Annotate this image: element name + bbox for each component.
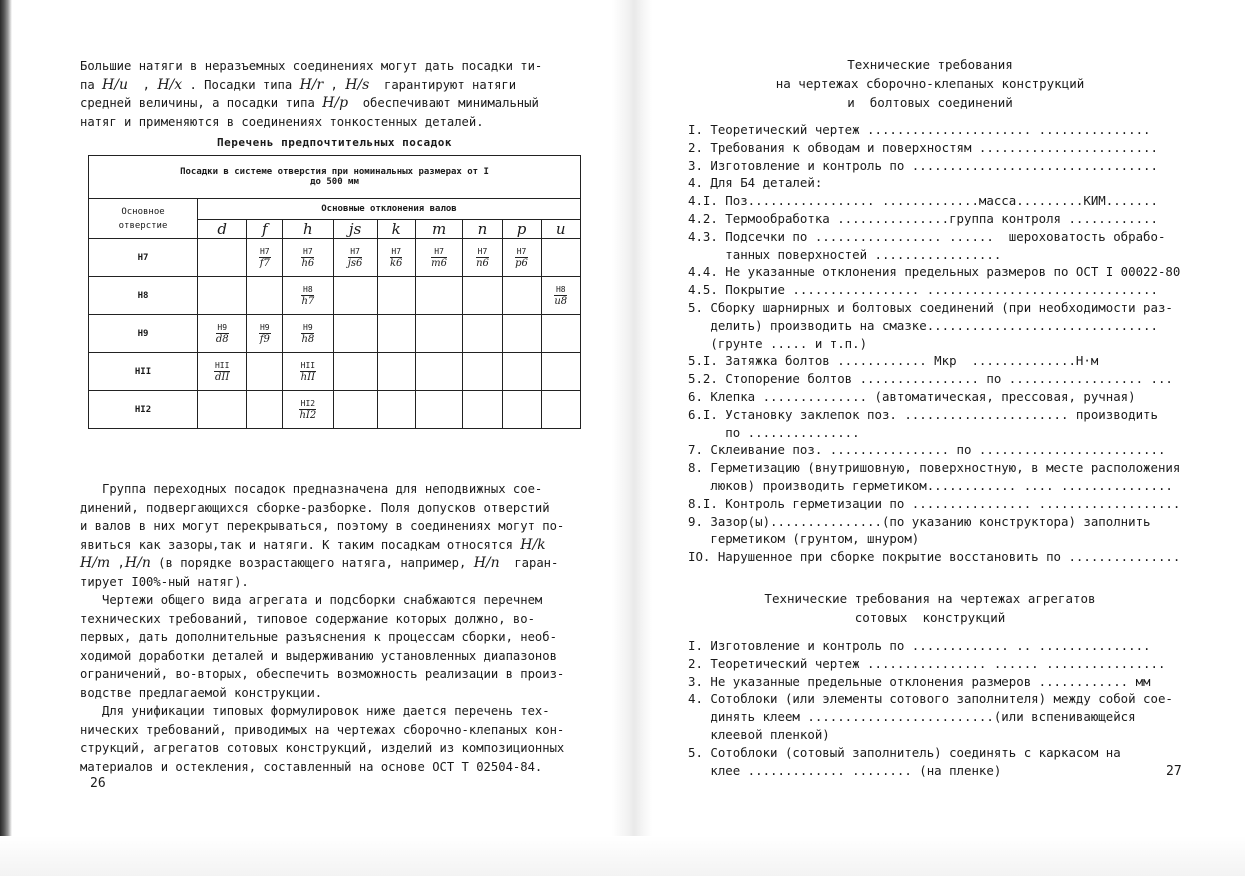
table-row — [89, 315, 581, 353]
fit-cell — [502, 239, 541, 277]
fit-cell — [377, 315, 415, 353]
fit-cell — [541, 353, 580, 391]
fit-numerator: HII — [300, 361, 316, 370]
fit-numerator: H7 — [259, 247, 270, 256]
fit-fraction — [300, 360, 316, 383]
fit-symbol: H/p — [322, 95, 349, 111]
fit-numerator: H7 — [431, 246, 447, 258]
list-item: 5. Сотоблоки (сотовый заполнитель) соединять с каркасом на — [688, 744, 1121, 760]
fit-cell — [247, 277, 283, 315]
fit-cell — [283, 315, 333, 353]
fit-numerator: HII — [214, 361, 230, 370]
text-run: . Посадки типа — [182, 77, 300, 92]
shaft-symbol-n — [463, 220, 502, 239]
list-item: 7. Склеивание поз. ................ по ......................... — [688, 442, 1166, 458]
fit-cell — [377, 391, 415, 429]
list-item: I. Теоретический чертеж ...................... ............... — [688, 122, 1151, 137]
fit-numerator: HI2 — [300, 399, 316, 408]
fit-symbol: H/x — [157, 76, 183, 93]
fit-cell — [541, 315, 580, 353]
text-line — [80, 499, 600, 518]
title-line: Технические требования — [847, 57, 1013, 72]
text-run: , — [110, 556, 125, 570]
col-base-hole — [89, 199, 198, 239]
text-line: струкций, агрегатов сотовых конструкций, изделий из композиционных — [80, 741, 565, 755]
scan-edge — [0, 836, 1245, 876]
list-item: I. Изготовление и контроль по ............. .. ............... — [688, 638, 1151, 653]
requirements-list-riveted — [688, 121, 1183, 566]
title-line: Технические требования на чертежах агрегатов — [764, 591, 1096, 606]
fit-denominator: u8 — [554, 296, 568, 307]
fit-cell — [502, 277, 541, 315]
shaft-letter: d — [217, 220, 227, 238]
fit-numerator: H7 — [391, 247, 402, 256]
fit-fraction — [431, 246, 447, 269]
fit-numerator: H7 — [516, 247, 527, 256]
fit-cell — [377, 277, 415, 315]
list-item: танных поверхностей ................. — [688, 246, 1002, 262]
fit-cell — [198, 277, 247, 315]
fit-fraction — [301, 246, 314, 269]
list-item: 4.5. Покрытие ................. ............................... — [688, 282, 1158, 298]
list-item: 8.I. Контроль герметизации по ................ ................... — [688, 495, 1181, 511]
fit-numerator: H7 — [303, 247, 313, 256]
fit-cell — [415, 239, 463, 277]
fit-denominator: p6 — [515, 258, 528, 269]
fit-cell — [283, 239, 333, 277]
fit-numerator: H7 — [477, 247, 488, 256]
fit-denominator: hII — [300, 372, 316, 383]
book-spine-shadow — [0, 0, 12, 876]
fit-cell — [541, 391, 580, 429]
text-run: средней величины, а посадки типа — [80, 96, 323, 110]
fit-denominator: h7 — [301, 296, 315, 307]
text-run: и валов в них могут перекрываться, поэтому в соединениях могут по- — [80, 519, 565, 533]
fit-cell — [198, 239, 247, 277]
fit-denominator: dII — [215, 372, 230, 383]
text-run: обеспечивают минимальный — [348, 96, 539, 110]
fit-fraction — [301, 322, 314, 345]
text-line — [80, 76, 600, 95]
fit-cell — [463, 239, 502, 277]
page-gutter — [612, 0, 652, 876]
list-item: 4.3. Подсечки по ................. ...... шероховатость обрабо- — [688, 228, 1166, 244]
text-run: динений, подвергающихся сборке-разборке. Поля допусков отверстий — [80, 500, 550, 515]
text-run: гарантируют натяги — [369, 77, 517, 92]
fit-cell — [333, 239, 377, 277]
fit-cell — [541, 239, 580, 277]
fit-numerator: H8 — [303, 285, 313, 294]
text-line: водстве предлагаемой конструкции. — [80, 685, 323, 700]
fit-denominator: k6 — [389, 258, 403, 269]
fit-cell — [333, 353, 377, 391]
list-item: 3. Изготовление и контроль по ................................. — [688, 157, 1158, 173]
hole-designation: H7 — [89, 239, 198, 277]
fit-symbol: H/s — [345, 76, 370, 93]
list-item: 6.I. Установку заклепок поз. ...................... производить — [688, 406, 1158, 422]
text-run: гаран- — [499, 556, 559, 570]
text-line — [80, 113, 600, 132]
fit-fraction — [299, 398, 316, 421]
fit-cell — [333, 391, 377, 429]
shaft-symbol-k — [377, 220, 415, 239]
list-item: люков) производить герметиком............ .... ............... — [688, 477, 1173, 493]
fit-cell — [541, 277, 580, 315]
fit-symbol: H/k — [520, 536, 546, 553]
fit-cell — [502, 391, 541, 429]
fit-numerator: H7 — [348, 246, 363, 258]
requirements-list-honeycomb — [688, 637, 1183, 779]
text-line — [80, 480, 600, 499]
table-row — [89, 277, 581, 315]
text-line: Чертежи общего вида агрегата и подсборки снабжаются перечнем — [80, 593, 543, 607]
shaft-symbol-d — [198, 220, 247, 239]
paragraph-tech-requirements — [80, 591, 600, 776]
text-line: Для унификации типовых формулировок ниже дается перечень тех- — [80, 704, 550, 718]
list-item: делить) производить на смазке............................... — [688, 317, 1158, 333]
table-header-main: Посадки в системе отверстия при номинальных размерах от I до 500 мм — [89, 156, 581, 199]
text-line — [80, 517, 600, 536]
hole-designation: H9 — [89, 315, 198, 353]
fit-cell — [415, 315, 463, 353]
shaft-symbol-f — [247, 220, 283, 239]
hole-designation: HI2 — [89, 391, 198, 429]
list-item: по ............... — [688, 424, 860, 440]
shaft-symbol-js — [333, 220, 377, 239]
shaft-letter: f — [262, 220, 268, 238]
list-item: 9. Зазор(ы)...............(по указанию конструктора) заполнить — [688, 513, 1151, 529]
fit-denominator: js6 — [347, 258, 363, 269]
list-item: 3. Не указанные предельные отклонения размеров ............ мм — [688, 673, 1151, 689]
text-run: натяг и применяются в соединениях тонкостенных деталей. — [80, 114, 484, 129]
table-row — [89, 239, 581, 277]
text-line: первых, дать дополнительные разъяснения к процессам сборки, необ- — [80, 630, 557, 644]
list-item: герметиком (грунтом, шнуром) — [688, 531, 920, 547]
list-item: 2. Теоретический чертеж ................ ...... ................ — [688, 655, 1166, 671]
fit-denominator: m6 — [431, 258, 447, 269]
list-item: 2. Требования к обводам и поверхностям ........................ — [688, 139, 1158, 155]
title-line: на чертежах сборочно-клепаных конструкций — [775, 76, 1085, 91]
shaft-symbol-u — [541, 220, 580, 239]
shaft-symbol-m — [415, 220, 463, 239]
shaft-letter: k — [391, 220, 401, 238]
fit-cell — [283, 353, 333, 391]
fit-symbol: H/n — [473, 555, 500, 571]
fit-cell — [198, 315, 247, 353]
fit-cell — [333, 315, 377, 353]
text-run: тирует I00%-ный натяг). — [80, 574, 249, 589]
fit-fraction — [476, 246, 489, 269]
text-run: явиться как зазоры,так и натяги. К таким посадкам относятся — [80, 537, 521, 552]
text-line — [80, 536, 600, 555]
fit-fraction — [348, 246, 363, 269]
fit-cell — [283, 391, 333, 429]
fit-denominator: d8 — [215, 334, 229, 345]
fit-cell — [463, 353, 502, 391]
fit-cell — [198, 353, 247, 391]
text-line — [80, 94, 600, 113]
table-row — [89, 353, 581, 391]
fit-numerator: H9 — [217, 323, 228, 332]
section-title-honeycomb — [680, 589, 1180, 627]
list-item: динять клеем .........................(или вспенивающейся — [688, 709, 1136, 725]
text-run: па — [80, 77, 103, 92]
fit-fraction — [259, 322, 271, 345]
text-line — [80, 554, 600, 573]
fit-cell — [463, 315, 502, 353]
shaft-letter: js — [348, 220, 362, 238]
text-line: технических требований, типовое содержание которых должно, во- — [80, 611, 535, 626]
intro-paragraph — [80, 57, 600, 131]
table-title: Перечень предпочтительных посадок — [216, 136, 453, 149]
list-item: клеевой пленкой) — [688, 726, 830, 742]
fit-cell — [333, 277, 377, 315]
list-item: IO. Нарушенное при сборке покрытие восстановить по ............... — [688, 549, 1181, 565]
col-base-label-1: Основное — [121, 206, 165, 217]
shaft-letter: h — [303, 220, 313, 238]
shaft-letter: u — [555, 220, 566, 238]
list-item: 5. Сборку шарнирных и болтовых соединений (при необходимости раз- — [688, 299, 1173, 315]
section-title-riveted — [680, 55, 1180, 112]
fit-cell — [502, 315, 541, 353]
page-number-left: 26 — [90, 776, 106, 791]
page-number-right: 27 — [1166, 764, 1182, 779]
fit-denominator: h6 — [301, 258, 315, 269]
fit-fraction — [214, 360, 230, 383]
text-line: материалов и остекления, составленный на основе ОСТ Т 02504-84. — [80, 759, 543, 774]
hole-designation: H8 — [89, 277, 198, 315]
fit-cell — [198, 391, 247, 429]
fit-cell — [247, 239, 283, 277]
text-line — [80, 57, 600, 76]
fit-denominator: hI2 — [299, 410, 317, 421]
fit-fraction — [259, 246, 271, 269]
fit-denominator: n6 — [476, 258, 489, 269]
list-item: (грунте ..... и т.п.) — [688, 335, 868, 351]
list-item: 4. Сотоблоки (или элементы сотового заполнителя) между собой сое- — [688, 691, 1173, 707]
fit-cell — [377, 239, 415, 277]
text-run: , — [323, 77, 346, 92]
fit-symbol: H/n — [124, 555, 151, 571]
col-shaft-deviations: Основные отклонения валов — [198, 199, 581, 220]
title-line: сотовых конструкций — [854, 610, 1006, 625]
list-item: 5.2. Стопорение болтов ................ по .................. ... — [688, 371, 1173, 387]
fit-fraction — [515, 246, 528, 269]
fit-numerator: H9 — [303, 323, 313, 332]
text-line: ходимой доработки деталей и выдерживанию установленных диапазонов — [80, 648, 557, 663]
list-item: 4.4. Не указанные отклонения предельных размеров по ОСТ I 00022-80 — [688, 264, 1181, 280]
fit-cell — [502, 353, 541, 391]
title-line: и болтовых соединений — [847, 95, 1013, 110]
fit-fraction — [216, 322, 229, 345]
text-line — [80, 573, 600, 592]
fit-cell — [415, 277, 463, 315]
shaft-letter: m — [431, 220, 447, 238]
fit-denominator: f9 — [259, 334, 270, 345]
shaft-symbol-p — [502, 220, 541, 239]
fit-numerator: H9 — [259, 323, 270, 332]
list-item: 4.2. Термообработка ...............группа контроля ............ — [688, 210, 1158, 226]
fit-denominator: f7 — [259, 258, 270, 269]
fit-cell — [463, 277, 502, 315]
fit-symbol: H/u — [102, 76, 128, 93]
fit-fraction — [390, 246, 402, 269]
fits-table — [88, 155, 581, 429]
text-run: Группа переходных посадок предназначена для неподвижных сое- — [80, 482, 543, 496]
table-row — [89, 391, 581, 429]
col-base-label-2: отверстие — [118, 220, 168, 231]
fit-fraction — [301, 284, 314, 307]
fit-cell — [415, 391, 463, 429]
list-item: 8. Герметизацию (внутришовную, поверхностную, в месте расположения — [688, 460, 1181, 476]
fit-cell — [247, 391, 283, 429]
fit-fraction — [554, 284, 567, 307]
fit-denominator: h8 — [301, 334, 315, 345]
fit-symbol: H/r — [299, 76, 324, 93]
fit-cell — [283, 277, 333, 315]
shaft-letter: n — [477, 220, 488, 238]
fit-cell — [247, 353, 283, 391]
fit-cell — [463, 391, 502, 429]
text-line: ограничений, во-вторых, обеспечить возможность реализации в произ- — [80, 667, 565, 681]
paragraph-transition-fits — [80, 480, 600, 591]
fit-numerator: H8 — [555, 285, 566, 294]
text-line: нических требований, приводимых на чертежах сборочно-клепаных кон- — [80, 722, 565, 737]
shaft-symbol-h — [283, 220, 333, 239]
list-item: 5.I. Затяжка болтов ............ Mкр ..............Н·м — [688, 353, 1099, 369]
fit-cell — [415, 353, 463, 391]
text-run: (в порядке возрастающего натяга, например, — [150, 556, 474, 570]
list-item: клее ............. ........ (на пленке) — [688, 762, 1002, 778]
fit-symbol: H/m — [80, 555, 111, 571]
fit-cell — [247, 315, 283, 353]
text-run: Большие натяги в неразъемных соединениях могут дать посадки ти- — [80, 59, 543, 73]
list-item: 6. Клепка .............. (автоматическая, прессовая, ручная) — [688, 388, 1136, 404]
list-item: 4.I. Поз................. .............масса.........КИМ....... — [688, 193, 1158, 209]
list-item: 4. Для Б4 деталей: — [688, 175, 823, 191]
fit-cell — [377, 353, 415, 391]
shaft-letter: p — [516, 220, 527, 238]
text-run: , — [127, 77, 158, 92]
hole-designation: HII — [89, 353, 198, 391]
